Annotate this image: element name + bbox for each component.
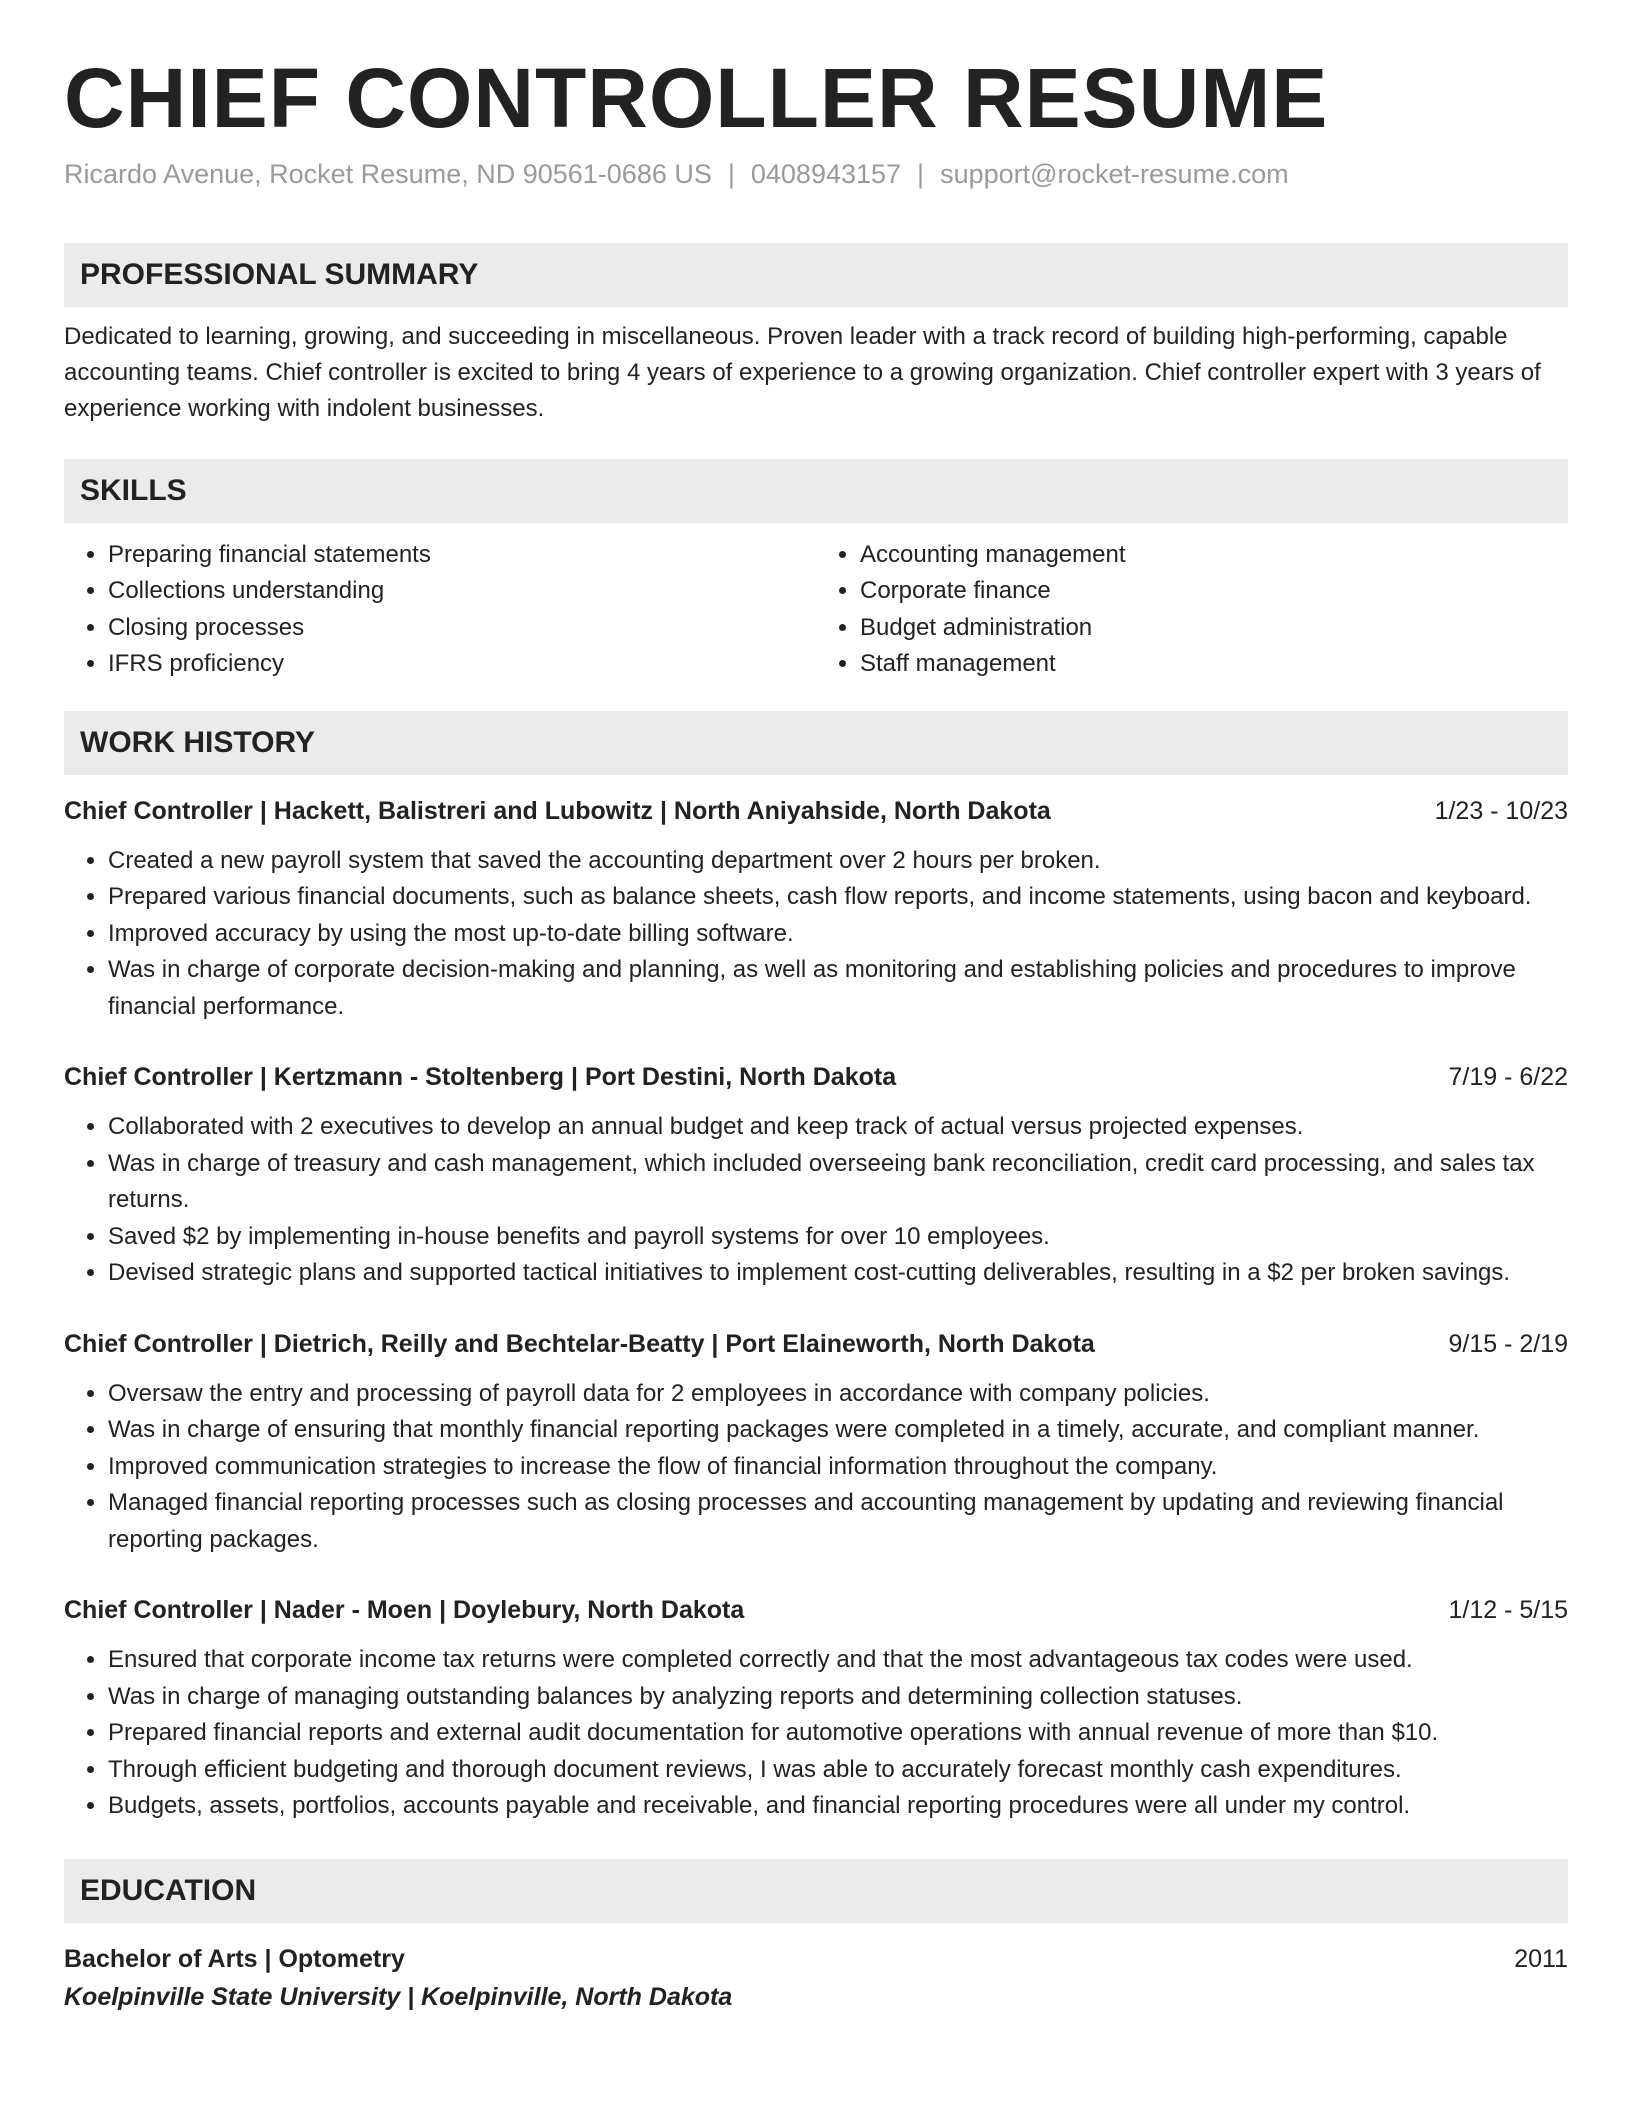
- job-dates: 9/15 - 2/19: [1448, 1329, 1568, 1358]
- job-entry: [64, 1059, 1568, 1292]
- job-header: [64, 793, 1568, 829]
- job-bullet: • Improved accuracy by using the most up-to-date billing software.: [108, 916, 1568, 953]
- job-bullet: • Created a new payroll system that saved the accounting department over 2 hours per broken.: [108, 843, 1568, 880]
- skills-column-right: [816, 537, 1568, 683]
- contact-line: [64, 158, 1568, 190]
- job-bullets: [64, 1376, 1568, 1559]
- job-dates: 1/12 - 5/15: [1448, 1596, 1568, 1625]
- skill-item: • Corporate finance: [860, 573, 1568, 610]
- job-dates: 7/19 - 6/22: [1448, 1063, 1568, 1092]
- contact-phone: 0408943157: [750, 159, 902, 190]
- job-bullet: • Was in charge of corporate decision-making and planning, as well as monitoring and establishing policies and procedures to improve financial performance.: [108, 952, 1568, 1025]
- job-bullet: • Was in charge of ensuring that monthly financial reporting packages were completed in a timely, accurate, and compliant manner.: [108, 1412, 1568, 1449]
- section-heading-education: EDUCATION: [64, 1859, 1568, 1923]
- job-bullets: [64, 843, 1568, 1026]
- job-bullet: • Prepared financial reports and external audit documentation for automotive operations with annual revenue of more than $10.: [108, 1715, 1568, 1752]
- section-heading-work: WORK HISTORY: [64, 711, 1568, 775]
- skills-column-left: [64, 537, 816, 683]
- job-bullets: [64, 1109, 1568, 1292]
- job-bullet: • Improved communication strategies to increase the flow of financial information throughout the company.: [108, 1449, 1568, 1486]
- job-bullet: • Managed financial reporting processes such as closing processes and accounting management by updating and reviewing financial reporting packages.: [108, 1485, 1568, 1558]
- contact-separator: |: [727, 159, 735, 190]
- education-entry: [64, 1941, 1568, 2017]
- job-header: [64, 1326, 1568, 1362]
- job-entry: [64, 1592, 1568, 1825]
- job-title: Chief Controller | Hackett, Balistreri and Lubowitz | North Aniyahside, North Dakota: [64, 796, 1051, 825]
- job-bullet: • Was in charge of managing outstanding balances by analyzing reports and determining collection statuses.: [108, 1679, 1568, 1716]
- resume-title: CHIEF CONTROLLER RESUME: [64, 51, 1329, 145]
- job-entry: [64, 793, 1568, 1026]
- summary-text: Dedicated to learning, growing, and succeeding in miscellaneous. Proven leader with a track record of building high-performing, capable accounting teams. Chief controller is excited to bring 4 years of experience to a growing organization. Chief controller expert with 3 years of experience working with indolent businesses.: [64, 322, 1541, 422]
- education-header: [64, 1941, 1568, 1977]
- contact-separator: |: [917, 159, 925, 190]
- job-header: [64, 1059, 1568, 1095]
- contact-email: support@rocket-resume.com: [940, 159, 1289, 190]
- job-header: [64, 1592, 1568, 1628]
- education-year: 2011: [1514, 1944, 1568, 1973]
- skill-item: • Accounting management: [860, 537, 1568, 574]
- skill-item: • Preparing financial statements: [108, 537, 816, 574]
- job-title: Chief Controller | Kertzmann - Stoltenberg | Port Destini, North Dakota: [64, 1063, 897, 1092]
- job-bullet: • Prepared various financial documents, such as balance sheets, cash flow reports, and income statements, using bacon and keyboard.: [108, 879, 1568, 916]
- skill-item: • IFRS proficiency: [108, 646, 816, 683]
- section-heading-skills: SKILLS: [64, 459, 1568, 523]
- job-bullet: • Collaborated with 2 executives to develop an annual budget and keep track of actual versus projected expenses.: [108, 1109, 1568, 1146]
- skill-item: • Closing processes: [108, 610, 816, 647]
- education-degree: Bachelor of Arts | Optometry: [64, 1944, 405, 1973]
- job-bullet: • Saved $2 by implementing in-house benefits and payroll systems for over 10 employees.: [108, 1219, 1568, 1256]
- skill-item: • Collections understanding: [108, 573, 816, 610]
- skill-item: • Budget administration: [860, 610, 1568, 647]
- job-title: Chief Controller | Nader - Moen | Doylebury, North Dakota: [64, 1596, 745, 1625]
- job-bullet: • Oversaw the entry and processing of payroll data for 2 employees in accordance with company policies.: [108, 1376, 1568, 1413]
- skills-list: [64, 537, 1568, 683]
- education-school: Koelpinville State University | Koelpinville, North Dakota: [64, 1982, 733, 2011]
- job-entry: [64, 1326, 1568, 1559]
- job-bullet: • Ensured that corporate income tax returns were completed correctly and that the most advantageous tax codes were used.: [108, 1642, 1568, 1679]
- job-dates: 1/23 - 10/23: [1434, 796, 1568, 825]
- job-title: Chief Controller | Dietrich, Reilly and Bechtelar-Beatty | Port Elaineworth, North Dakota: [64, 1329, 1095, 1358]
- contact-address: Ricardo Avenue, Rocket Resume, ND 90561-0686 US: [64, 159, 712, 190]
- section-heading-summary: PROFESSIONAL SUMMARY: [64, 243, 1568, 307]
- job-bullet: • Through efficient budgeting and thorough document reviews, I was able to accurately forecast monthly cash expenditures.: [108, 1752, 1568, 1789]
- skill-item: • Staff management: [860, 646, 1568, 683]
- job-bullet: • Budgets, assets, portfolios, accounts payable and receivable, and financial reporting procedures were all under my control.: [108, 1788, 1568, 1825]
- job-bullet: • Devised strategic plans and supported tactical initiatives to implement cost-cutting deliverables, resulting in a $2 per broken savings.: [108, 1255, 1568, 1292]
- job-bullets: [64, 1642, 1568, 1825]
- job-bullet: • Was in charge of treasury and cash management, which included overseeing bank reconciliation, credit card processing, and sales tax returns.: [108, 1146, 1568, 1219]
